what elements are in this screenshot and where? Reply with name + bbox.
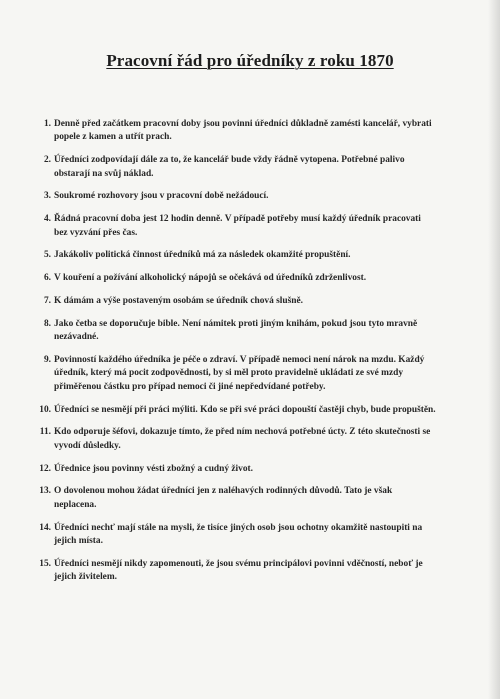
rule-item <box>36 213 436 240</box>
rule-text: V kouření a požívání alkoholický nápojů se očekává od úředníků zdrženlivost. <box>54 273 367 284</box>
rule-item <box>36 249 436 262</box>
rule-item <box>36 318 436 345</box>
rule-item <box>36 485 436 512</box>
rule-item <box>36 272 436 285</box>
rule-item <box>36 522 436 549</box>
rule-number: 12. <box>39 463 51 474</box>
rule-text: Úředníci zodpovídají dále za to, že kancelář bude vždy řádně vytopena. Potřebné palivo obstarají na svůj náklad. <box>54 155 405 179</box>
rule-item <box>36 190 436 203</box>
rule-number: 14. <box>39 522 51 533</box>
rule-text: Kdo odporuje šéfovi, dokazuje tímto, že před ním nechová potřebné úcty. Z této skutečnosti se vyvodí důsledky. <box>54 427 431 451</box>
rule-number: 10. <box>39 404 51 415</box>
rule-text: Úředníci se nesmějí při práci mýliti. Kdo se při své práci dopouští častěji chyb, bude propuštěn. <box>54 404 436 415</box>
rule-item <box>36 404 436 417</box>
rule-number: 13. <box>39 486 51 497</box>
rule-text: Povinností každého úředníka je péče o zdraví. V případě nemoci není nárok na mzdu. Každý úředník, který má pocit zodpovědnosti, by si měl proto pravidelně ukládati ze své mzdy přiměřenou částku pro případ nemoci či jiné nepředvídané potřeby. <box>54 355 425 392</box>
rule-text: K dámám a výše postaveným osobám se úředník chová slušně. <box>54 296 303 306</box>
rule-item <box>36 118 436 145</box>
rule-item <box>36 426 436 453</box>
scan-shadow-edge <box>488 0 500 699</box>
rule-number: 8. <box>43 318 51 329</box>
rule-number: 4. <box>43 214 51 225</box>
rule-number: 9. <box>43 355 51 365</box>
rule-text: Denně před začátkem pracovní doby jsou povinni úředníci důkladně zamésti kancelář, vybrati popele z kamen a utřít prach. <box>54 119 432 143</box>
rule-number: 2. <box>43 155 51 166</box>
rule-text: Řádná pracovní doba jest 12 hodin denně. V případě potřeby musí každý úředník pracovati bez vyzvání přes čas. <box>54 214 421 238</box>
rule-item <box>36 463 436 476</box>
rule-number: 3. <box>43 191 51 202</box>
rule-text: Úředníci nesmějí nikdy zapomenouti, že jsou svému principálovi povinni vděčností, neboť je jejich živitelem. <box>54 558 423 583</box>
rule-number: 6. <box>43 273 51 284</box>
rule-text: O dovolenou mohou žádat úředníci jen z naléhavých rodinných důvodů. Tato je však neplacena. <box>54 486 393 510</box>
rule-item <box>36 558 436 585</box>
rule-text: Jakákoliv politická činnost úředníků má za následek okamžité propuštění. <box>54 250 351 261</box>
rule-item <box>36 295 436 308</box>
rules-list <box>36 118 436 594</box>
rule-number: 7. <box>43 296 51 306</box>
rule-item <box>36 354 436 394</box>
rule-text: Soukromé rozhovory jsou v pracovní době nežádoucí. <box>54 191 269 202</box>
rule-number: 5. <box>43 250 51 261</box>
document-title: Pracovní řád pro úředníky z roku 1870 <box>106 51 394 70</box>
rule-number: 1. <box>43 119 51 129</box>
rule-text: Jako četba se doporučuje bible. Není námitek proti jiným knihám, pokud jsou tyto mravně nezávadné. <box>54 318 418 343</box>
rule-text: Úřednice jsou povinny vésti zbožný a cudný život. <box>54 463 253 474</box>
rule-number: 15. <box>39 558 51 569</box>
rule-number: 11. <box>39 427 51 438</box>
rule-item <box>36 154 436 181</box>
rule-text: Úředníci nechť mají stále na mysli, že tisíce jiných osob jsou ochotny okamžitě nastoupiti na jejich místa. <box>54 522 423 547</box>
